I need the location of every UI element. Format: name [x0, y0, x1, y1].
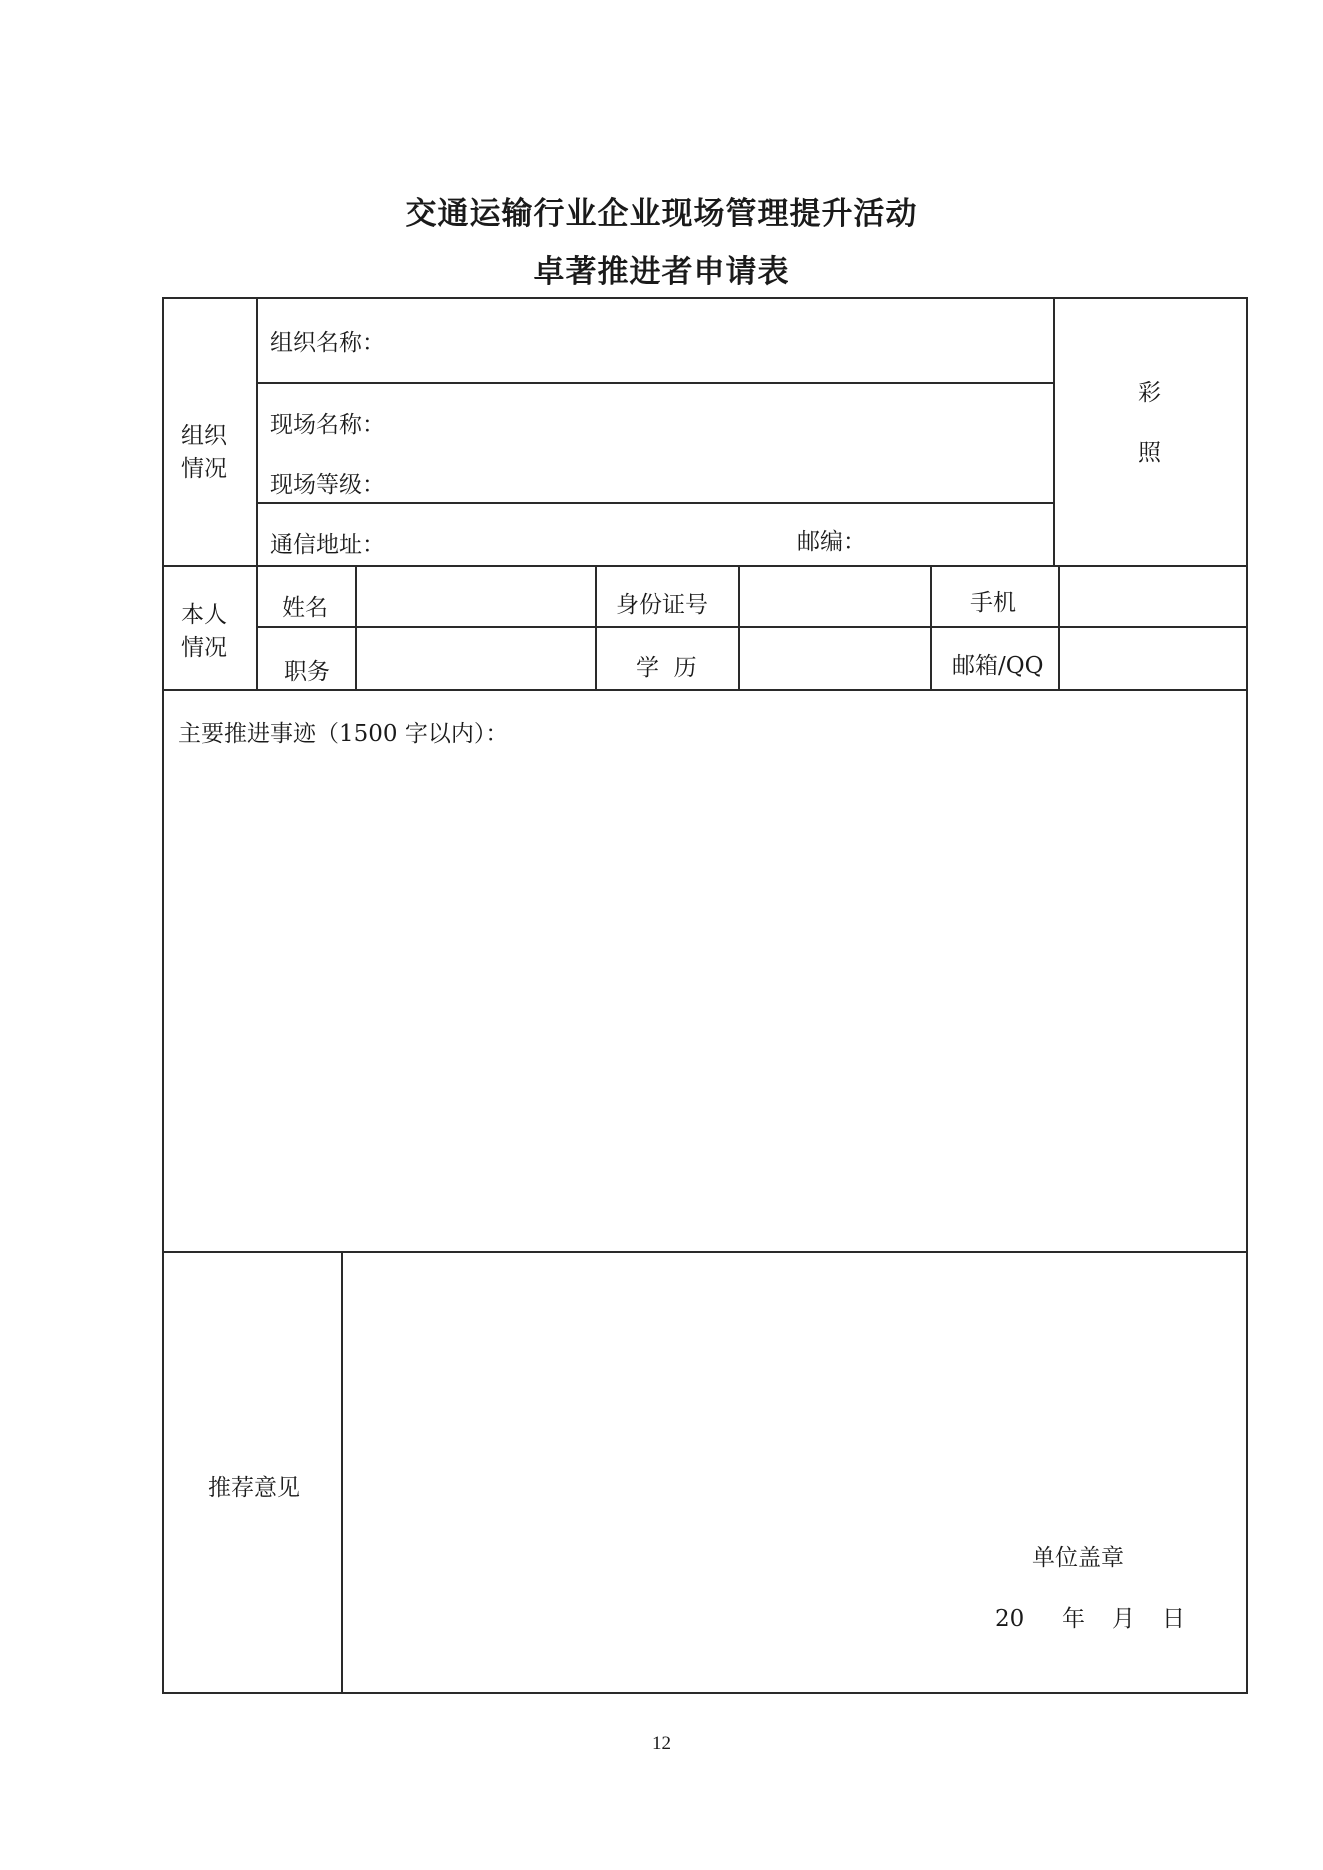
postcode-field[interactable]: [870, 508, 1050, 562]
education-label: 学 历: [636, 655, 697, 681]
org-row-divider-2: [256, 502, 1055, 504]
org-row-divider-1: [256, 382, 1055, 384]
site-name-field[interactable]: [400, 388, 1045, 440]
personal-col-divider-1: [355, 565, 357, 689]
recommend-col-divider: [341, 1251, 343, 1694]
personal-row-divider: [256, 626, 1248, 628]
recommend-label: 推荐意见: [208, 1475, 300, 1501]
achievements-textarea[interactable]: [168, 760, 1240, 1245]
personal-col-divider-4: [930, 565, 932, 689]
personal-col-divider-5: [1058, 565, 1060, 689]
photo-label-char-2: 照: [1138, 440, 1161, 466]
date-day-label: 日: [1162, 1606, 1185, 1632]
site-level-field[interactable]: [400, 446, 1045, 498]
seal-label: 单位盖章: [1032, 1545, 1124, 1571]
table-border-right: [1246, 297, 1248, 1694]
org-section-label-1: 组织: [181, 423, 227, 449]
phone-label: 手机: [970, 590, 1016, 616]
table-border-left: [162, 297, 164, 1694]
id-number-field[interactable]: [743, 570, 925, 622]
form-title-line2: 卓著推进者申请表: [533, 254, 790, 290]
org-name-label: 组织名称：: [270, 330, 385, 356]
table-border-bottom: [162, 1692, 1248, 1694]
label-column-divider: [256, 297, 258, 689]
personal-section-label-2: 情况: [181, 635, 227, 661]
phone-field[interactable]: [1063, 570, 1243, 622]
date-year-label: 年: [1062, 1606, 1085, 1632]
table-border-top: [162, 297, 1248, 299]
photo-column-divider: [1053, 297, 1055, 565]
position-field[interactable]: [360, 631, 590, 685]
page-number: 12: [652, 1733, 671, 1754]
org-name-field[interactable]: [400, 302, 1045, 378]
postcode-label: 邮编：: [797, 529, 866, 555]
email-qq-field[interactable]: [1063, 631, 1243, 685]
site-level-label: 现场等级：: [270, 472, 385, 498]
personal-col-divider-3: [738, 565, 740, 689]
section-divider-recommend: [162, 1251, 1248, 1253]
id-number-label: 身份证号: [616, 592, 708, 618]
address-label: 通信地址：: [270, 532, 385, 558]
achievements-label: 主要推进事迹（1500 字以内）：: [178, 721, 509, 747]
org-section-label-2: 情况: [181, 456, 227, 482]
personal-col-divider-2: [595, 565, 597, 689]
form-title-line1: 交通运输行业企业现场管理提升活动: [405, 196, 918, 232]
education-field[interactable]: [743, 631, 925, 685]
date-month-label: 月: [1112, 1606, 1135, 1632]
name-label: 姓名: [282, 595, 328, 621]
date-year-prefix: 20: [995, 1606, 1025, 1632]
name-field[interactable]: [360, 570, 590, 622]
photo-placeholder[interactable]: [1058, 302, 1242, 562]
photo-label-char-1: 彩: [1138, 380, 1161, 406]
address-field[interactable]: [400, 508, 790, 562]
section-divider-achievements: [162, 689, 1248, 691]
recommend-textarea[interactable]: [346, 1256, 1242, 1536]
position-label: 职务: [284, 659, 330, 685]
section-divider-personal: [162, 565, 1248, 567]
personal-section-label-1: 本人: [181, 602, 227, 628]
site-name-label: 现场名称：: [270, 412, 385, 438]
email-qq-label: 邮箱/QQ: [952, 653, 1044, 679]
